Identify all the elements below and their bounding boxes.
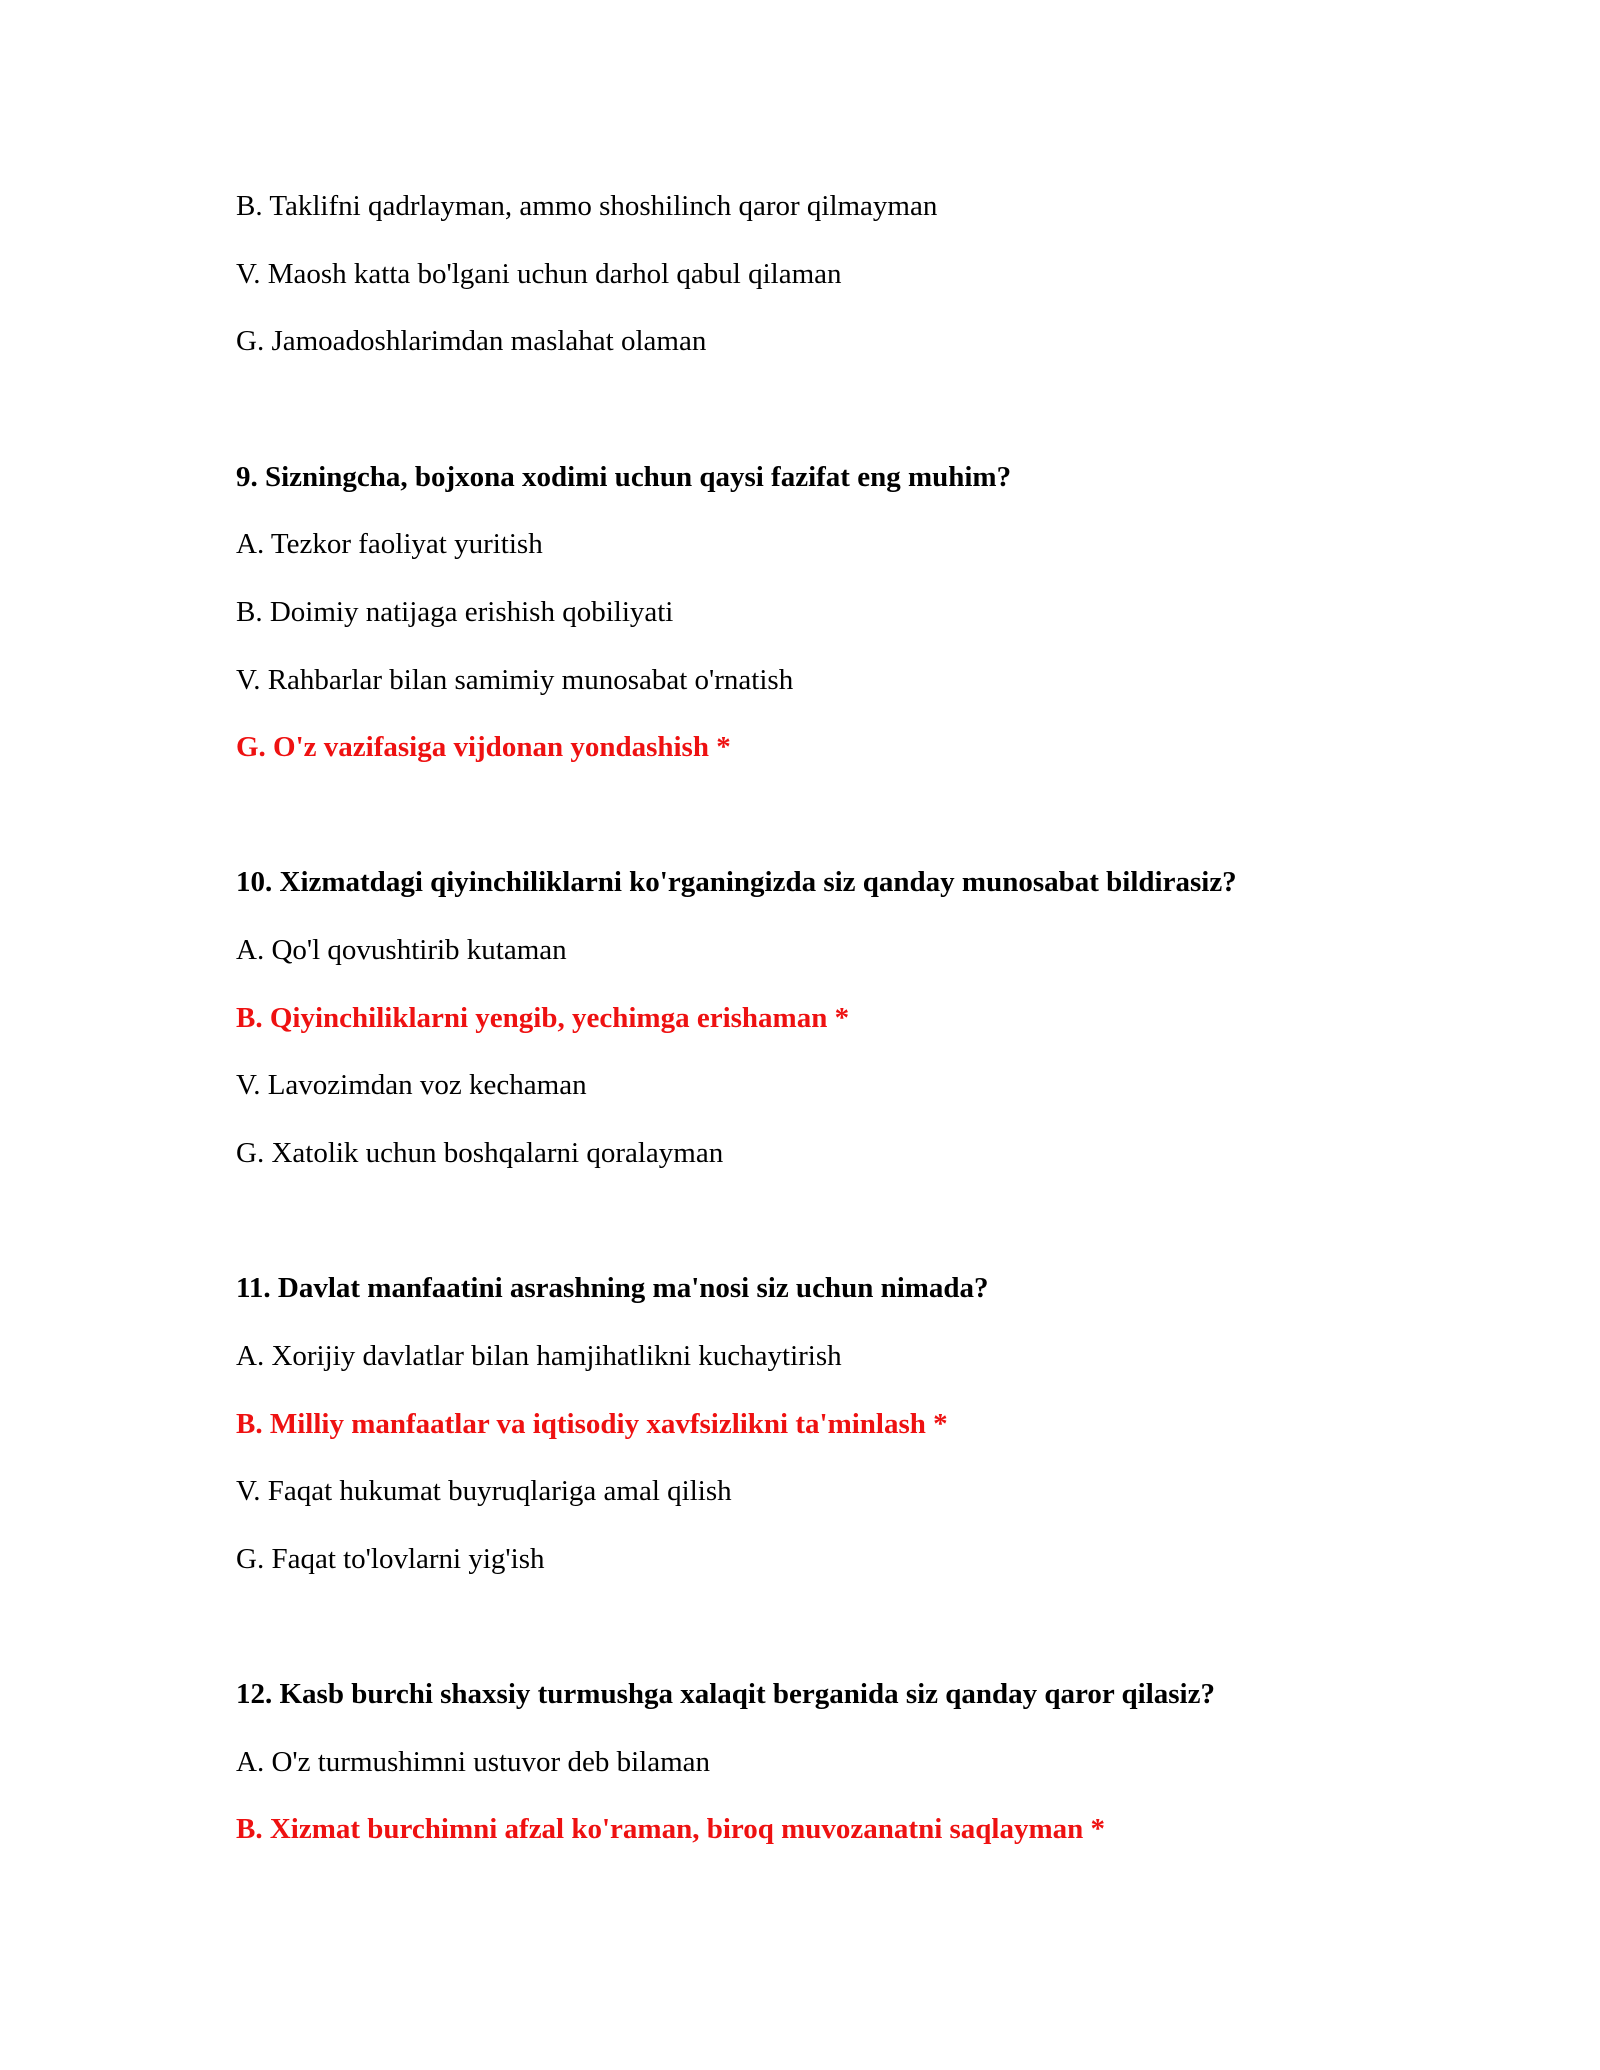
q10-option-a: A. Qo'l qovushtirib kutaman — [236, 934, 567, 966]
question-10: 10. Xizmatdagi qiyinchiliklarni ko'rganingizda siz qanday munosabat bildirasiz? — [236, 866, 1237, 898]
q9-option-g-correct: G. O'z vazifasiga vijdonan yondashish * — [236, 731, 731, 763]
prev-option-g: G. Jamoadoshlarimdan maslahat olaman — [236, 325, 707, 357]
q9-option-v: V. Rahbarlar bilan samimiy munosabat o'rnatish — [236, 664, 794, 696]
prev-option-v: V. Maosh katta bo'lgani uchun darhol qabul qilaman — [236, 258, 842, 290]
q10-option-g: G. Xatolik uchun boshqalarni qoralayman — [236, 1137, 724, 1169]
q11-option-g: G. Faqat to'lovlarni yig'ish — [236, 1543, 545, 1575]
q9-option-b: B. Doimiy natijaga erishish qobiliyati — [236, 596, 674, 628]
q10-option-b-correct: B. Qiyinchiliklarni yengib, yechimga erishaman * — [236, 1002, 850, 1034]
q11-option-a: A. Xorijiy davlatlar bilan hamjihatlikni kuchaytirish — [236, 1340, 842, 1372]
question-11: 11. Davlat manfaatini asrashning ma'nosi siz uchun nimada? — [236, 1272, 989, 1304]
prev-option-b: B. Taklifni qadrlayman, ammo shoshilinch qaror qilmayman — [236, 190, 938, 222]
q11-option-b-correct: B. Milliy manfaatlar va iqtisodiy xavfsizlikni ta'minlash * — [236, 1408, 948, 1440]
q12-option-b-correct: B. Xizmat burchimni afzal ko'raman, biroq muvozanatni saqlayman * — [236, 1813, 1106, 1845]
question-12: 12. Kasb burchi shaxsiy turmushga xalaqit berganida siz qanday qaror qilasiz? — [236, 1678, 1215, 1710]
q10-option-v: V. Lavozimdan voz kechaman — [236, 1069, 587, 1101]
q11-option-v: V. Faqat hukumat buyruqlariga amal qilish — [236, 1475, 732, 1507]
question-9: 9. Sizningcha, bojxona xodimi uchun qaysi fazifat eng muhim? — [236, 461, 1012, 493]
q12-option-a: A. O'z turmushimni ustuvor deb bilaman — [236, 1746, 710, 1778]
q9-option-a: A. Tezkor faoliyat yuritish — [236, 528, 543, 560]
